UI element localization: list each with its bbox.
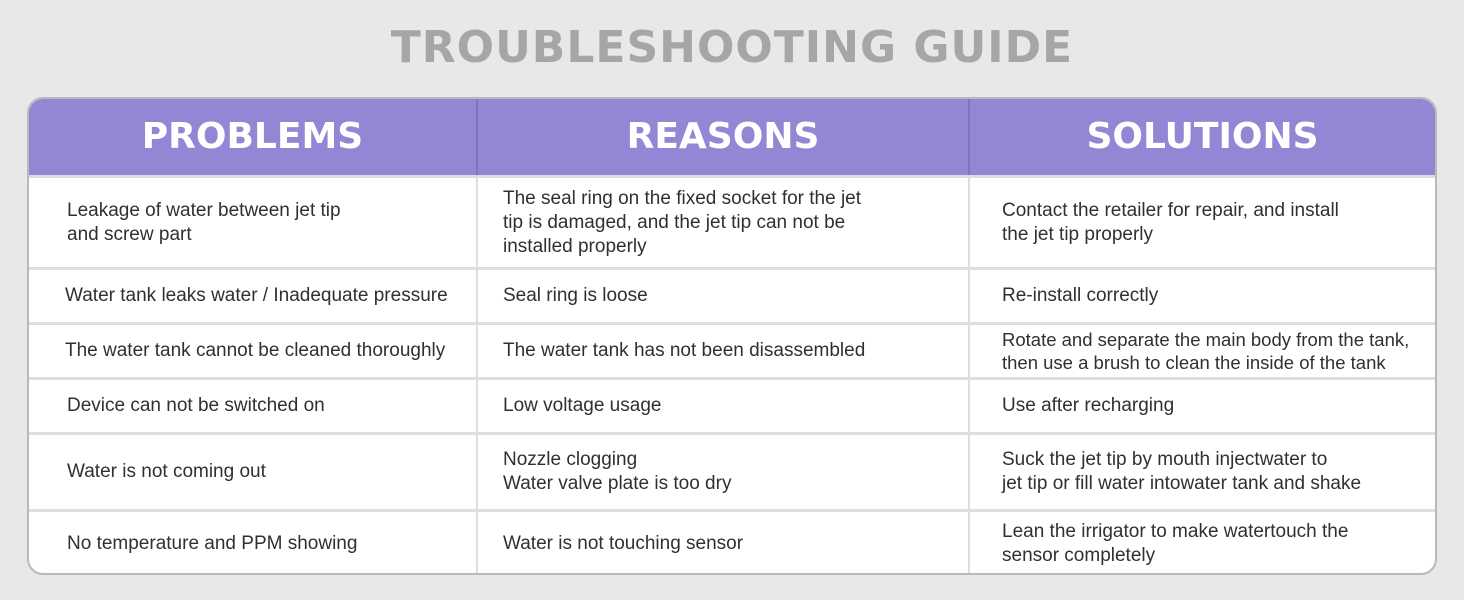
problem-cell: Leakage of water between jet tip and screw part [29, 178, 478, 267]
reason-cell: Low voltage usage [478, 380, 970, 432]
solution-cell: Lean the irrigator to make watertouch the sensor completely [1002, 521, 1349, 566]
problem-cell: Water is not coming out [29, 435, 478, 509]
reason-cell: Nozzle clogging Water valve plate is too dry [478, 435, 970, 509]
reason-cell: Water is not touching sensor [478, 512, 970, 575]
table-row [29, 377, 1435, 432]
table-row [29, 509, 1435, 575]
header-reasons: REASONS [478, 99, 970, 175]
header-solutions: SOLUTIONS [1086, 116, 1319, 157]
reason-cell: Seal ring is loose [478, 270, 970, 322]
table-header-row [29, 99, 1435, 175]
page-title: TROUBLESHOOTING GUIDE [390, 22, 1074, 73]
problem-cell: No temperature and PPM showing [29, 512, 478, 575]
table-row [29, 267, 1435, 322]
solution-cell: Use after recharging [1002, 395, 1175, 416]
reason-cell: The water tank has not been disassembled [478, 325, 970, 377]
solution-cell: Suck the jet tip by mouth injectwater to jet tip or fill water intowater tank and shake [1002, 449, 1362, 494]
table-row [29, 432, 1435, 509]
solution-cell: Re-install correctly [1002, 285, 1159, 306]
troubleshooting-table [27, 97, 1437, 575]
reason-cell: The seal ring on the fixed socket for the jet tip is damaged, and the jet tip can not be installed properly [478, 178, 970, 267]
solution-cell: Contact the retailer for repair, and install the jet tip properly [1002, 199, 1339, 245]
table-row [29, 175, 1435, 267]
problem-cell: Water tank leaks water / Inadequate pressure [29, 270, 478, 322]
table-row [29, 322, 1435, 377]
problem-cell: Device can not be switched on [29, 380, 478, 432]
solution-cell: Rotate and separate the main body from the tank, then use a brush to clean the inside of the tank [1002, 329, 1410, 373]
problem-cell: The water tank cannot be cleaned thoroughly [29, 325, 478, 377]
header-problems: PROBLEMS [29, 99, 478, 175]
